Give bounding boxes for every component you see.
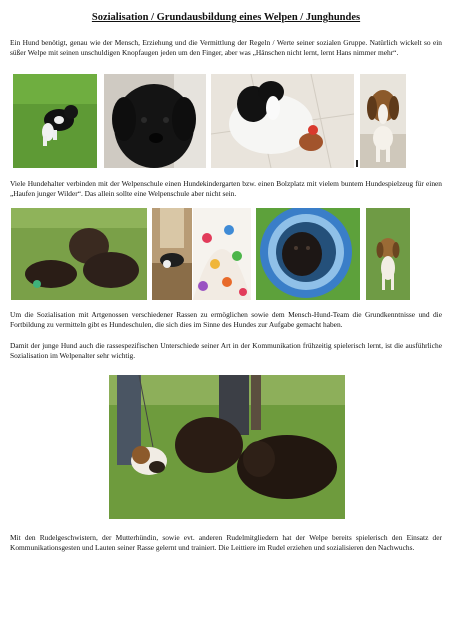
photo-black-fluffy-puppy (104, 74, 206, 168)
photo-puppy-on-grass (13, 74, 97, 168)
intro-paragraph: Ein Hund benötigt, genau wie der Mensch, Erziehung und die Vermittlung der Regeln / Werte seiner sozialen Gruppe. Natürlich wickelt so ein süßer Welpe mit seinen unschuldigen Knopfaugen jeden um den Finger, aber was „Hänschen nicht lernt, lernt Hans nimmer mehr“. (10, 38, 442, 58)
photo-dogs-meeting-with-owners (109, 375, 345, 519)
kindergarten-paragraph: Viele Hundehalter verbinden mit der Welpenschule einen Hundekindergarten bzw. einen Bolzplatz mit vielem buntem Hundespielzeug für einen „Haufen junger Wilder“. Das allein sollte eine Welpenschule aber nicht sein. (10, 179, 442, 199)
photo-puppy-in-tunnel (256, 208, 360, 300)
photo-landseer-puppy-with-toy (211, 74, 354, 168)
pack-paragraph: Mit den Rudelgeschwistern, der Mutterhündin, sowie evt. anderen Rudelmitgliedern hat der Welpe bereits spielerisch den Einsatz der Kommunikationsgesten und Lauten seiner Rasse gelernt und trainiert. Die Leittiere im Rudel erziehen und sozialisieren den Nachwuchs. (10, 533, 442, 553)
photo-beagle-puppy (360, 74, 406, 168)
photo-puppies-playing-grass (11, 208, 147, 300)
text-cursor-mark (356, 160, 358, 167)
socialization-paragraph: Um die Sozialisation mit Artgenossen verschiedener Rassen zu ermöglichen sowie dem Mensch-Hund-Team die Grundkenntnisse und die Fortbildung zu vermitteln gibt es Hundeschulen, die sich dies im Sinne des Hundes zur Aufgabe gemacht haben. (10, 310, 442, 330)
photo-polka-dot-play-tent (193, 208, 251, 300)
breed-communication-paragraph: Damit der junge Hund auch die rassespezifischen Unterschiede seiner Art in der Kommunikation frühzeitig spielerisch lernt, ist die ausführliche Sozialisation im Welpenalter sehr wichtig. (10, 341, 442, 361)
photo-puppy-indoors (152, 208, 192, 300)
page-title: Sozialisation / Grundausbildung eines Welpen / Junghundes (91, 12, 361, 23)
photo-beagle-on-grass (366, 208, 410, 300)
